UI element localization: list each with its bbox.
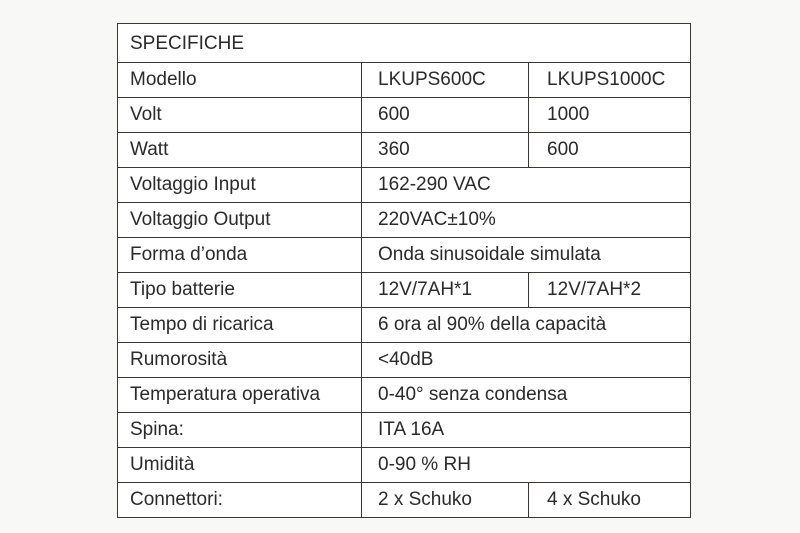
table-row bbox=[118, 97, 691, 132]
row-label: Volt bbox=[118, 97, 362, 132]
row-label: Voltaggio Input bbox=[118, 167, 362, 202]
table-row bbox=[118, 272, 691, 307]
table-title-row bbox=[118, 24, 691, 63]
table-row bbox=[118, 482, 691, 517]
row-label: Rumorosità bbox=[118, 342, 362, 377]
model-name-1: LKUPS600C bbox=[362, 62, 529, 97]
row-label: Tempo di ricarica bbox=[118, 307, 362, 342]
table-row bbox=[118, 202, 691, 237]
cell-value: 12V/7AH*1 bbox=[362, 272, 529, 307]
row-label: Forma d’onda bbox=[118, 237, 362, 272]
cell-value: <40dB bbox=[362, 342, 691, 377]
cell-value: 600 bbox=[362, 97, 529, 132]
table-row bbox=[118, 412, 691, 447]
table-row bbox=[118, 342, 691, 377]
table-row bbox=[118, 237, 691, 272]
table-row bbox=[118, 307, 691, 342]
table-row bbox=[118, 447, 691, 482]
row-label: Umidità bbox=[118, 447, 362, 482]
table-row bbox=[118, 167, 691, 202]
row-label: Watt bbox=[118, 132, 362, 167]
row-label: Temperatura operativa bbox=[118, 377, 362, 412]
cell-value: Onda sinusoidale simulata bbox=[362, 237, 691, 272]
cell-value: 220VAC±10% bbox=[362, 202, 691, 237]
table-row bbox=[118, 377, 691, 412]
cell-value: 600 bbox=[529, 132, 691, 167]
cell-value: 12V/7AH*2 bbox=[529, 272, 691, 307]
cell-value: ITA 16A bbox=[362, 412, 691, 447]
table-row-model bbox=[118, 62, 691, 97]
cell-value: 6 ora al 90% della capacità bbox=[362, 307, 691, 342]
cell-value: 162-290 VAC bbox=[362, 167, 691, 202]
row-label: Voltaggio Output bbox=[118, 202, 362, 237]
row-label: Modello bbox=[118, 62, 362, 97]
table-title: SPECIFICHE bbox=[118, 24, 691, 63]
row-label: Tipo batterie bbox=[118, 272, 362, 307]
table-row bbox=[118, 132, 691, 167]
model-name-2: LKUPS1000C bbox=[529, 62, 691, 97]
cell-value: 4 x Schuko bbox=[529, 482, 691, 517]
specifications-table bbox=[117, 23, 691, 518]
cell-value: 0-40° senza condensa bbox=[362, 377, 691, 412]
row-label: Connettori: bbox=[118, 482, 362, 517]
row-label: Spina: bbox=[118, 412, 362, 447]
cell-value: 360 bbox=[362, 132, 529, 167]
cell-value: 0-90 % RH bbox=[362, 447, 691, 482]
cell-value: 1000 bbox=[529, 97, 691, 132]
cell-value: 2 x Schuko bbox=[362, 482, 529, 517]
